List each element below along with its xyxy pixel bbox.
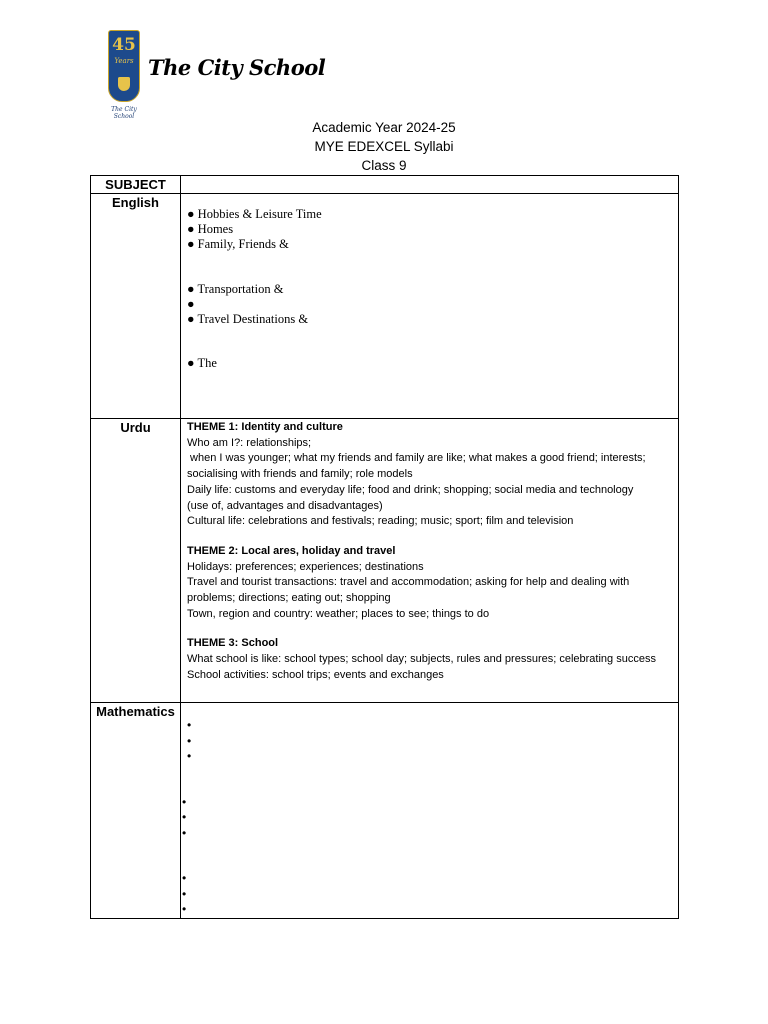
english-row xyxy=(91,194,679,419)
list-item: socialising with friends and family; role models xyxy=(187,468,413,481)
syllabus-table xyxy=(90,175,679,919)
list-item: Town, region and country: weather; places to see; things to do xyxy=(187,607,490,620)
bullet-icon: • xyxy=(182,886,187,901)
urdu-subject: Urdu xyxy=(91,419,181,703)
logo-caption: The City School xyxy=(111,106,137,120)
academic-year-title: Academic Year 2024-25 xyxy=(312,120,456,135)
bullet-icon: • xyxy=(187,749,192,763)
content-header xyxy=(181,176,679,194)
list-item: Cultural life: celebrations and festivals; reading; music; sport; film and television xyxy=(187,515,574,528)
mathematics-row xyxy=(91,703,679,919)
school-name: The City School xyxy=(148,55,326,80)
theme3-title: THEME 3: School xyxy=(187,637,279,650)
mathematics-subject: Mathematics xyxy=(91,703,181,919)
list-item: ● Family, Friends & xyxy=(187,237,289,251)
logo-badge-icon xyxy=(108,30,140,102)
school-logo xyxy=(100,28,148,118)
theme1-title: THEME 1: Identity and culture xyxy=(187,421,343,433)
list-item: What school is like: school types; school day; subjects, rules and pressures; celebrating success xyxy=(187,653,656,666)
list-item: problems; directions; eating out; shopping xyxy=(187,592,391,605)
theme2-title: THEME 2: Local ares, holiday and travel xyxy=(187,544,396,557)
subject-header: SUBJECT xyxy=(91,176,181,194)
bullet-icon: • xyxy=(182,794,187,809)
syllabus-title: MYE EDEXCEL Syllabi xyxy=(314,139,454,154)
list-item: ● Hobbies & Leisure Time xyxy=(187,207,322,221)
bullet-icon: • xyxy=(182,902,187,916)
list-item: Holidays: preferences; experiences; destinations xyxy=(187,560,424,573)
list-item: (use of, advantages and disadvantages) xyxy=(187,499,383,512)
crest-icon xyxy=(118,77,130,91)
bullet-icon: • xyxy=(187,718,192,732)
urdu-row xyxy=(91,419,679,703)
list-item: ● The xyxy=(187,356,217,370)
list-item: ● Homes xyxy=(187,222,234,236)
list-item: ● Transportation & xyxy=(187,282,284,296)
urdu-topics xyxy=(181,419,679,703)
list-item: ● Travel Destinations & xyxy=(187,312,309,326)
bullet-icon: • xyxy=(182,810,187,824)
mathematics-topics xyxy=(181,703,679,919)
bullet-icon: • xyxy=(182,825,187,840)
english-subject: English xyxy=(91,194,181,419)
list-item: Daily life: customs and everyday life; food and drink; shopping; social media and technology xyxy=(187,483,634,496)
logo-years-text: Years xyxy=(114,57,134,65)
bullet-icon: • xyxy=(182,871,187,885)
logo-number: 45 xyxy=(112,35,136,55)
table-header-row xyxy=(91,176,679,194)
list-item: Who am I?: relationships; xyxy=(187,436,312,449)
bullet-icon: • xyxy=(187,733,192,748)
class-title: Class 9 xyxy=(361,158,407,173)
list-item: when I was younger; what my friends and family are like; what makes a good friend; interests; xyxy=(187,452,646,465)
english-topics xyxy=(181,194,679,419)
list-item: School activities: school trips; events and exchanges xyxy=(187,668,444,681)
list-item: ● xyxy=(187,297,195,311)
list-item: Travel and tourist transactions: travel and accommodation; asking for help and dealing with xyxy=(187,576,630,589)
